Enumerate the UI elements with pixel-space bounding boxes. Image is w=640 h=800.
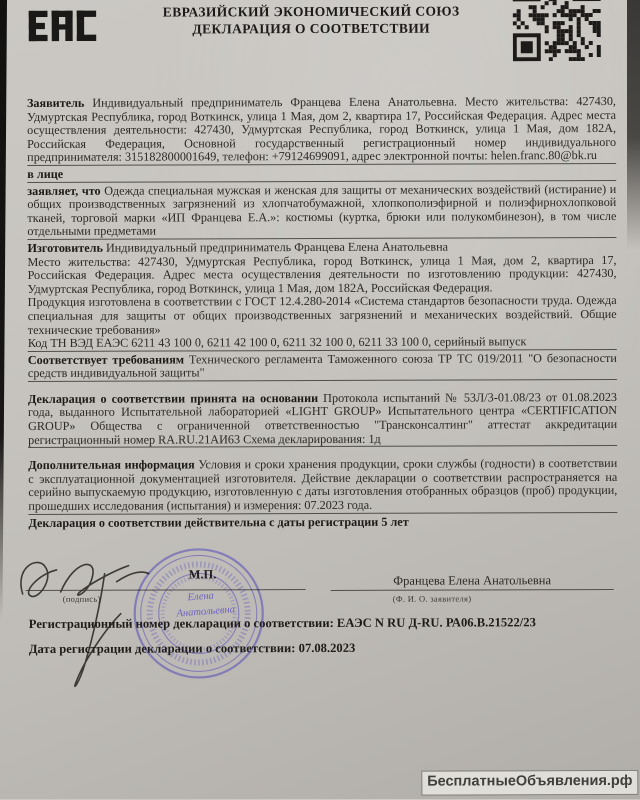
stamp-handwriting-last-name: Анатольевна bbox=[176, 604, 236, 620]
registration-number-label: Регистрационный номер декларации о соответствии: bbox=[28, 615, 334, 632]
qr-code-icon bbox=[513, 0, 603, 61]
in-person-label: в лице bbox=[27, 166, 64, 181]
registration-number-value: ЕАЭС N RU Д-RU. РА06.В.21522/23 bbox=[336, 615, 536, 630]
registration-date-value: 07.08.2023 bbox=[298, 640, 356, 656]
manufacturer-text: Индивидуальный предприниматель Францева Елена Анатольевна bbox=[105, 239, 449, 255]
round-stamp-icon bbox=[126, 541, 271, 686]
complies-paragraph bbox=[28, 352, 617, 382]
eac-logo-icon bbox=[29, 1, 97, 56]
stamp-handwriting-first-name: Елена bbox=[187, 590, 215, 604]
basis-paragraph bbox=[28, 391, 617, 448]
title-line1: ЕВРАЗИЙСКИЙ ЭКОНОМИЧЕСКИЙ СОЮЗ bbox=[162, 3, 460, 20]
registration-date-line bbox=[29, 641, 355, 657]
site-watermark: БесплатныеОбъявления.рф bbox=[421, 770, 638, 796]
validity-row bbox=[28, 515, 617, 531]
tnved-code-row: Код ТН ВЭД ЕАЭС 6211 43 100 0, 6211 42 100 0, 6211 32 100 0, 6211 33 100 0, серийный выпуск bbox=[28, 335, 617, 352]
registration-number-line bbox=[29, 615, 536, 632]
complies-label: Соответствует требованиям bbox=[27, 352, 185, 367]
name-caption: (Ф. И. О. заявителя) bbox=[392, 593, 472, 604]
signature-line bbox=[26, 589, 306, 591]
additional-text: Условия и сроки хранения продукции, сроки службы (годности) в соответствии с эксплуатационной документацией изготовителя. Действие декларации о соответствии распространяется на серийно выпускаемую продукцию, изготовленную с даты изготовления отобранных образцов (проб) продукции, прошедших исследования (испытания) и измерения: 07.2023 года. bbox=[28, 456, 618, 514]
stamp-place-label: М.П. bbox=[188, 567, 217, 582]
production-standard: Продукция изготовлена в соответствии с ГОСТ 12.4.280-2014 «Система стандартов безопасности труда. Одежда специальная для защиты от общих производственных загрязнений и механических воздействий. Общие технические требования» bbox=[27, 293, 617, 337]
additional-paragraph bbox=[28, 457, 617, 514]
document-title bbox=[109, 2, 514, 37]
applicant-paragraph bbox=[27, 95, 616, 166]
manufacturer-address: Место жительства: 427430, Удмуртская Республика, город Воткинск, улица 1 Мая, дом 2, квартира 17, Российская Федерация. Адрес места осуществления деятельности по изготовлению продукции: 427430, Удмуртская Республика, город Воткинск, улица 1 Мая, дом 182А, Российская Федерация. bbox=[27, 252, 617, 296]
in-person-row bbox=[27, 166, 616, 183]
registration-date-label: Дата регистрации декларации о соответствии: bbox=[28, 641, 296, 657]
declares-label: заявляет, что bbox=[27, 183, 101, 198]
applicant-name: Францева Елена Анатольевна bbox=[393, 573, 552, 588]
name-line bbox=[331, 589, 614, 591]
basis-label: Декларация о соответствии принята на основании bbox=[27, 390, 319, 406]
declares-paragraph bbox=[27, 183, 616, 240]
title-line2: ДЕКЛАРАЦИЯ О СООТВЕТСТВИИ bbox=[192, 20, 431, 37]
declares-text: Одежда специальная мужская и женская для защиты от механических воздействий (истирание) и общих производственных загрязнений из хлопчатобумажной, хлопкополиэфирной и полиэфирнохлопковой тканей, торговой марки «ИП Францева Е.А.»: костюмы (куртка, брюки или полукомбинезон), в том числе отдельными предметами bbox=[27, 181, 617, 239]
basis-text: Протокола испытаний № 53Л/3-01.08/23 от 01.08.2023 года, выданного Испытательной лабораторией «LIGHT GROUP» Испытательного центра «CERTIFICATION GROUP» Общества с ограниченной ответственностью "Трансконсалтинг" аттестат аккредитации регистрационный номер RA.RU.21АИ63 Схема декларирования: 1д bbox=[28, 389, 618, 447]
applicant-text: Индивидуальный предприниматель Францева Елена Анатольевна. Место жительства: 427430, Удмуртская Республика, город Воткинск, улица 1 Мая, дом 2, квартира 17, Российская Федерация. Адрес места осуществления деятельности: 427430, Удмуртская Республика, город Воткинск, улица 1 Мая, дом 182А, Российская Федерация, Основной государственный регистрационный номер индивидуального предпринимателя: 315182800001649, телефон: +79124699091, адрес электронной почты: helen.franc.80@bk.ru bbox=[26, 93, 617, 165]
photo-edge-right bbox=[627, 0, 640, 250]
signature-caption: (подпись) bbox=[62, 593, 101, 604]
additional-label: Дополнительная информация bbox=[28, 457, 195, 473]
applicant-label: Заявитель bbox=[26, 95, 85, 111]
manufacturer-label: Изготовитель bbox=[27, 240, 103, 255]
validity-text: Декларация о соответствии действительна с даты регистрации 5 лет bbox=[28, 514, 409, 530]
document-text bbox=[27, 95, 618, 530]
complies-text: Технического регламента Таможенного союза ТР ТС 019/2011 "О безопасности средств индивидуальной защиты" bbox=[27, 350, 617, 381]
